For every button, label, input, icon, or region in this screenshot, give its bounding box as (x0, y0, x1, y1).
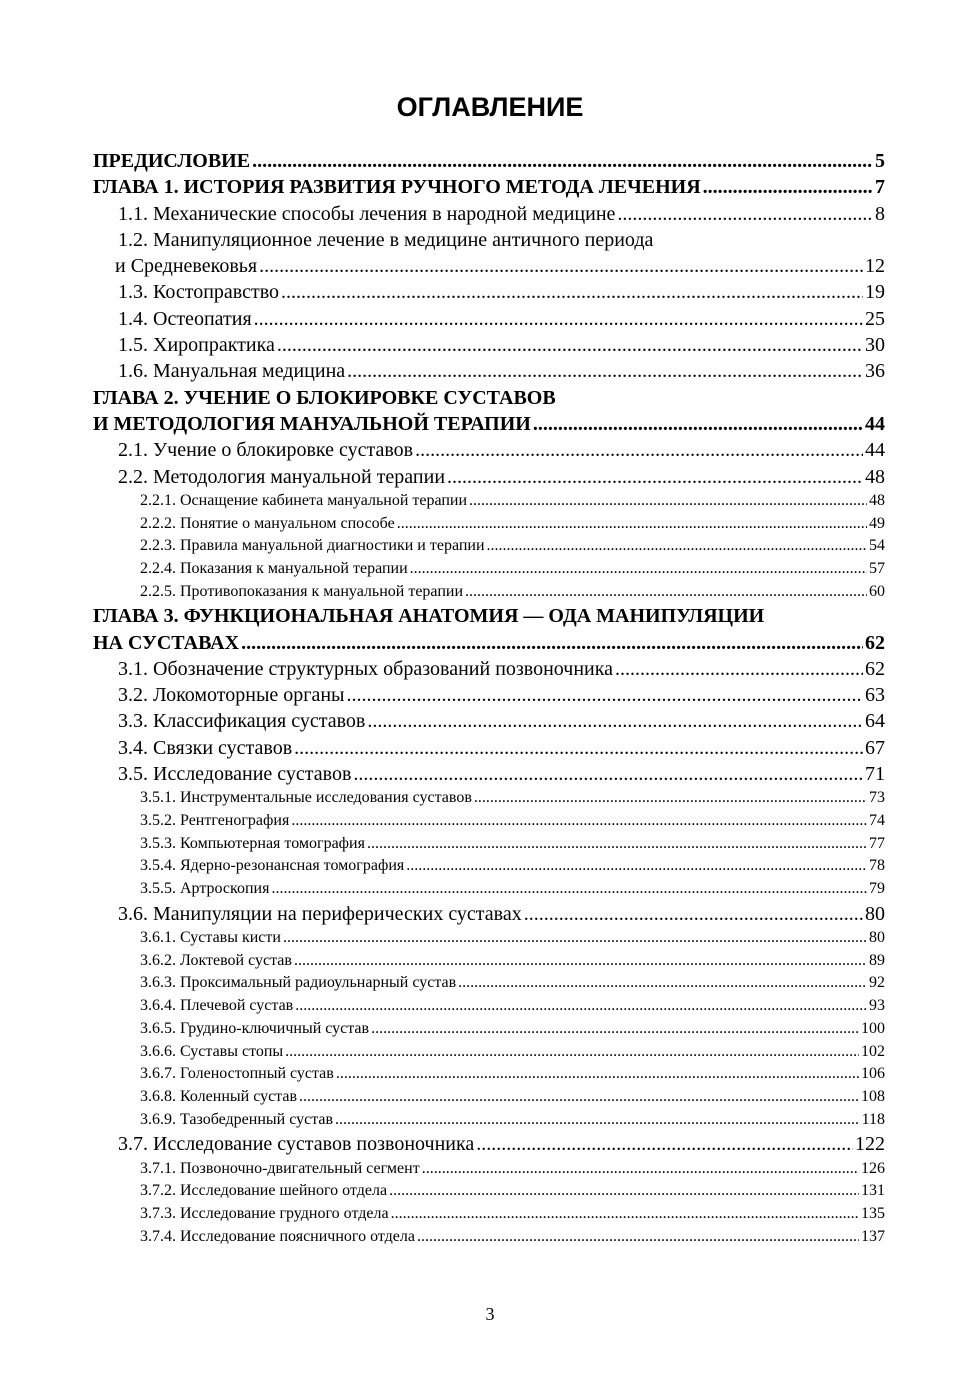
toc-entry-page: 62 (865, 657, 885, 680)
toc-entry-chapter-1[interactable] (93, 174, 885, 200)
toc-entry-page: 63 (865, 684, 885, 707)
toc-entry-label: 3.6.1. Суставы кисти (140, 929, 281, 947)
toc-entry-label: 3.6.8. Коленный сустав (140, 1087, 298, 1105)
dot-leader (259, 253, 863, 279)
toc-entry-label: 3.6.2. Локтевой сустав (140, 951, 292, 969)
toc-entry-chapter-2-first-line: ГЛАВА 2. УЧЕНИЕ О БЛОКИРОВКЕ СУСТАВОВ (93, 386, 556, 409)
toc-entry-label: 3.6.4. Плечевой сустав (140, 997, 294, 1015)
toc-entry-label: 3.7.2. Исследование шейного отдела (140, 1182, 388, 1200)
dot-leader (406, 855, 867, 878)
toc-entry-label: 2.2. Методология мануальной терапии (118, 465, 446, 488)
toc-entry-1-4[interactable] (93, 306, 885, 332)
toc-entry-3-6-6[interactable] (93, 1041, 885, 1064)
toc-entry-page: 126 (861, 1159, 885, 1177)
toc-entry-label: 2.2.3. Правила мануальной диагностики и терапии (140, 537, 485, 555)
toc-entry-page: 19 (865, 281, 885, 304)
toc-entry-page: 102 (861, 1042, 885, 1060)
toc-entry-label: 3.6.6. Суставы стопы (140, 1042, 284, 1060)
toc-entry-1-5[interactable] (93, 332, 885, 358)
toc-entry-label: 2.1. Учение о блокировке суставов (118, 439, 414, 462)
toc-entry-label: 1.3. Костоправство (118, 281, 280, 304)
toc-entry-1-1[interactable] (93, 201, 885, 227)
toc-entry-page: 5 (875, 150, 885, 172)
toc-entry-page: 77 (869, 834, 885, 852)
dot-leader (254, 306, 863, 332)
dot-leader (299, 1086, 859, 1109)
toc-entry-page: 57 (869, 559, 885, 577)
toc-entry-label: и Средневековья (115, 255, 258, 278)
toc-entry-page: 54 (869, 537, 885, 555)
toc-entry-label: 3.2. Локомоторные органы (118, 684, 345, 707)
toc-entry-page: 67 (865, 736, 885, 759)
toc-entry-label: 3.3. Классификация суставов (118, 710, 366, 733)
toc-entry-page: 48 (865, 465, 885, 488)
dot-leader (294, 735, 863, 761)
toc-entry-label: 3.7.4. Исследование поясничного отдела (140, 1227, 415, 1245)
toc-entry-2-2-2[interactable] (93, 513, 885, 536)
toc-entry-1-2-first-line: 1.2. Манипуляционное лечение в медицине античного периода (118, 228, 654, 251)
dot-leader (371, 1018, 859, 1041)
toc-entry-3-7[interactable] (93, 1131, 885, 1157)
dot-leader (367, 833, 867, 856)
toc-entry-page: 80 (865, 902, 885, 925)
toc-entry-1-6[interactable] (93, 358, 885, 384)
dot-leader (367, 708, 863, 734)
dot-leader (391, 1203, 859, 1226)
toc-entry-label: 3.5.5. Артроскопия (140, 880, 270, 898)
dot-leader (336, 1063, 859, 1086)
toc-entry-label: 3.5.4. Ядерно-резонансная томография (140, 857, 405, 875)
toc-entry-label: 2.2.5. Противопоказания к мануальной терапии (140, 582, 464, 600)
toc-entry-3-5-4[interactable] (93, 855, 885, 878)
toc-entry-page: 80 (869, 929, 885, 947)
toc-entry-2-1[interactable] (93, 437, 885, 463)
toc-entry-2-2-1[interactable] (93, 490, 885, 513)
dot-leader (335, 1109, 860, 1132)
toc-entry-3-6-4[interactable] (93, 995, 885, 1018)
dot-leader (281, 279, 863, 305)
toc-entry-preface[interactable] (93, 148, 885, 174)
dot-leader (271, 878, 867, 901)
toc-entry-page: 71 (865, 763, 885, 786)
toc-entry-label: 2.2.1. Оснащение кабинета мануальной терапии (140, 491, 468, 509)
dot-leader (283, 927, 867, 950)
toc-entry-label: 3.7.3. Исследование грудного отдела (140, 1204, 389, 1222)
toc-entry-page: 108 (861, 1087, 885, 1105)
toc-entry-3-6-5[interactable] (93, 1018, 885, 1041)
toc-entry-label: 3.4. Связки суставов (118, 736, 293, 759)
toc-entry-page: 62 (865, 631, 885, 654)
toc-entry-label: НА СУСТАВАХ (93, 631, 240, 654)
toc-entry-page: 44 (865, 439, 885, 462)
toc-entry-label: ГЛАВА 1. ИСТОРИЯ РАЗВИТИЯ РУЧНОГО МЕТОДА ЛЕЧЕНИЯ (93, 176, 701, 199)
toc-entry-label: 3.5.3. Компьютерная томография (140, 834, 365, 852)
toc-entry-3-5-2[interactable] (93, 810, 885, 833)
toc-entry-label: 3.7.1. Позвоночно-двигательный сегмент (140, 1159, 420, 1177)
toc-entry-3-6-3[interactable] (93, 972, 885, 995)
dot-leader (447, 464, 863, 490)
toc-entry-3-5[interactable] (93, 761, 885, 787)
toc-entry-1-2[interactable] (93, 253, 885, 279)
dot-leader (474, 787, 867, 810)
toc-entry-label: 3.1. Обозначение структурных образований позвоночника (118, 657, 614, 680)
toc-entry-chapter-2[interactable] (93, 411, 885, 437)
dot-leader (347, 682, 864, 708)
dot-leader (615, 656, 863, 682)
toc-entry-label: 3.6.3. Проксимальный радиоульнарный сустав (140, 974, 457, 992)
toc-entry-page: 30 (865, 334, 885, 357)
toc-entry-3-5-3[interactable] (93, 833, 885, 856)
dot-leader (291, 810, 867, 833)
dot-leader (389, 1180, 859, 1203)
dot-leader (417, 1226, 859, 1249)
toc-entry-label: 3.5.1. Инструментальные исследования суставов (140, 789, 472, 807)
toc-entry-label: 3.5.2. Рентгенография (140, 812, 290, 830)
dot-leader (422, 1158, 859, 1181)
toc-entry-page: 79 (869, 880, 885, 898)
toc-entry-3-6[interactable] (93, 901, 885, 927)
toc-entry-3-6-8[interactable] (93, 1086, 885, 1109)
dot-leader (533, 411, 863, 437)
dot-leader (617, 201, 873, 227)
toc-entry-label: 2.2.2. Понятие о мануальном способе (140, 514, 395, 532)
toc-entry-label: 3.5. Исследование суставов (118, 763, 352, 786)
dot-leader (277, 332, 863, 358)
toc-entry-page: 49 (869, 514, 885, 532)
toc-entry-chapter-3[interactable] (93, 630, 885, 656)
dot-leader (295, 995, 867, 1018)
toc-entry-page: 118 (861, 1110, 885, 1128)
toc-entry-label: 1.5. Хиропрактика (118, 334, 275, 357)
toc-entry-page: 25 (865, 307, 885, 330)
toc-entry-page: 93 (869, 997, 885, 1015)
toc-entry-chapter-3-first-line: ГЛАВА 3. ФУНКЦИОНАЛЬНАЯ АНАТОМИЯ — ОДА МАНИПУЛЯЦИИ (93, 605, 765, 628)
toc-entry-2-2[interactable] (93, 464, 885, 490)
toc-entry-page: 92 (869, 974, 885, 992)
toc-entry-label: 1.1. Механические способы лечения в народной медицине (118, 202, 616, 225)
toc-entry-3-7-1[interactable] (93, 1158, 885, 1181)
dot-leader (415, 437, 863, 463)
dot-leader (476, 1131, 853, 1157)
toc-entry-label: 3.6. Манипуляции на периферических суставах (118, 902, 522, 925)
toc-entry-label: 3.6.9. Тазобедренный сустав (140, 1110, 334, 1128)
dot-leader (524, 901, 863, 927)
toc-entry-1-3[interactable] (93, 279, 885, 305)
toc-entry-page: 74 (869, 812, 885, 830)
dot-leader (458, 972, 867, 995)
toc-entry-3-7-2[interactable] (93, 1180, 885, 1203)
toc-entry-3-6-1[interactable] (93, 927, 885, 950)
toc-entry-page: 100 (861, 1019, 885, 1037)
toc-entry-label: 3.7. Исследование суставов позвоночника (118, 1133, 475, 1156)
toc-entry-3-3[interactable] (93, 708, 885, 734)
table-of-contents (93, 148, 885, 1248)
toc-entry-page: 60 (869, 582, 885, 600)
toc-entry-page: 12 (865, 255, 885, 278)
dot-leader (487, 535, 867, 558)
toc-entry-page: 44 (865, 412, 885, 435)
dot-leader (347, 358, 863, 384)
toc-entry-page: 137 (861, 1227, 885, 1245)
toc-entry-page: 131 (861, 1182, 885, 1200)
toc-entry-2-2-5[interactable] (93, 581, 885, 604)
toc-entry-page: 36 (865, 360, 885, 383)
toc-entry-3-2[interactable] (93, 682, 885, 708)
page-title: ОГЛАВЛЕНИЕ (396, 92, 584, 122)
toc-entry-3-7-3[interactable] (93, 1203, 885, 1226)
dot-leader (469, 490, 867, 513)
dot-leader (241, 630, 863, 656)
toc-entry-3-5-5[interactable] (93, 878, 885, 901)
toc-entry-page: 8 (875, 202, 885, 225)
toc-entry-label: И МЕТОДОЛОГИЯ МАНУАЛЬНОЙ ТЕРАПИИ (93, 412, 531, 435)
toc-entry-page: 78 (869, 857, 885, 875)
toc-entry-3-1[interactable] (93, 656, 885, 682)
dot-leader (703, 174, 873, 200)
toc-entry-page: 106 (861, 1065, 885, 1083)
toc-entry-3-6-7[interactable] (93, 1063, 885, 1086)
toc-entry-page: 135 (861, 1204, 885, 1222)
toc-entry-3-7-4[interactable] (93, 1226, 885, 1249)
toc-entry-page: 64 (865, 710, 885, 733)
toc-entry-label: 3.6.5. Грудино-ключичный сустав (140, 1019, 370, 1037)
toc-entry-label: 1.4. Остеопатия (118, 307, 252, 330)
toc-entry-page: 7 (875, 176, 885, 199)
dot-leader (252, 148, 873, 174)
page-number: 3 (485, 1304, 495, 1324)
dot-leader (397, 513, 867, 536)
toc-entry-3-6-2[interactable] (93, 950, 885, 973)
dot-leader (353, 761, 863, 787)
toc-entry-label: 1.6. Мануальная медицина (118, 360, 346, 383)
dot-leader (294, 950, 867, 973)
toc-entry-page: 73 (869, 789, 885, 807)
dot-leader (410, 558, 867, 581)
dot-leader (465, 581, 867, 604)
toc-entry-3-4[interactable] (93, 735, 885, 761)
toc-entry-3-6-9[interactable] (93, 1109, 885, 1132)
toc-entry-page: 48 (869, 491, 885, 509)
toc-entry-page: 122 (855, 1133, 885, 1156)
toc-entry-3-5-1[interactable] (93, 787, 885, 810)
toc-entry-2-2-4[interactable] (93, 558, 885, 581)
toc-entry-page: 89 (869, 951, 885, 969)
toc-entry-label: 3.6.7. Голеностопный сустав (140, 1065, 334, 1083)
toc-entry-label: 2.2.4. Показания к мануальной терапии (140, 559, 408, 577)
toc-entry-label: ПРЕДИСЛОВИЕ (93, 150, 251, 172)
dot-leader (285, 1041, 859, 1064)
toc-entry-2-2-3[interactable] (93, 535, 885, 558)
